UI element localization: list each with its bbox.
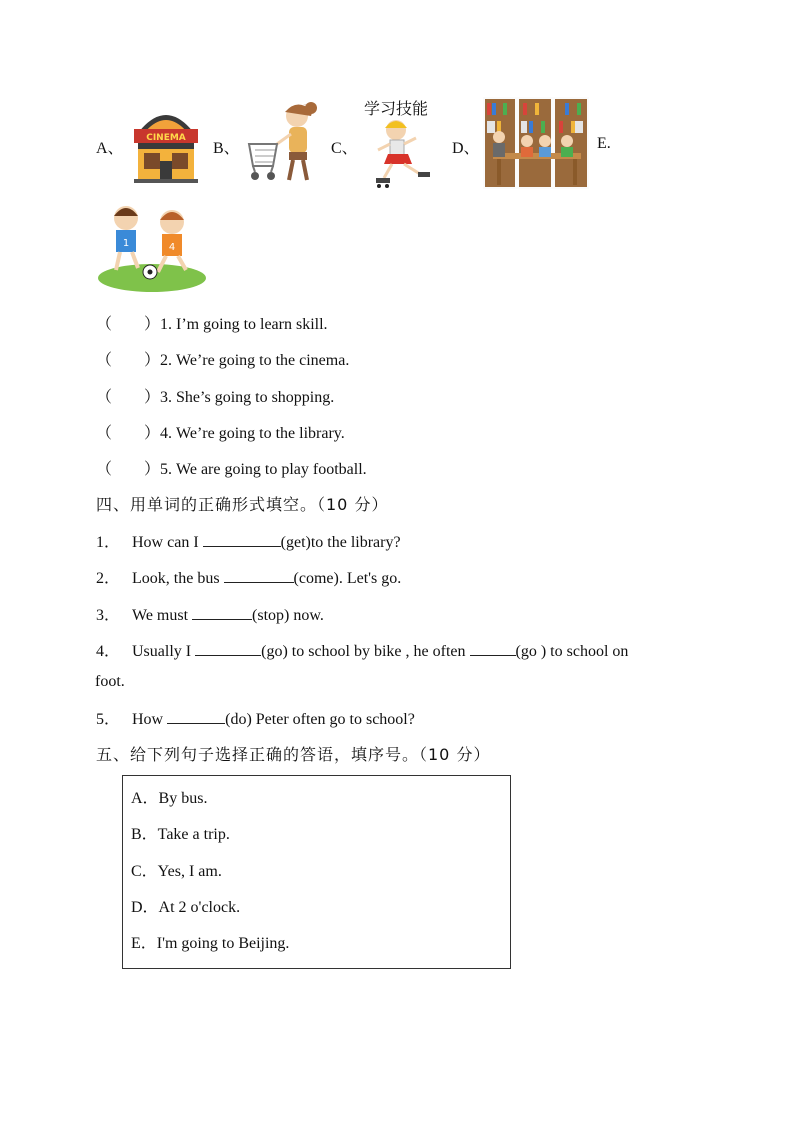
fill-item-4-wrap: foot. (95, 673, 125, 690)
item-number: 4． (96, 643, 121, 660)
svg-text:4: 4 (168, 242, 176, 253)
matching-item-5 (96, 456, 367, 479)
item-number: 3． (96, 607, 121, 624)
matching-item-4 (96, 420, 345, 443)
matching-text: 2. We’re going to the cinema. (160, 352, 350, 369)
item-text: (go) to school by bike , he often (261, 643, 470, 660)
skill-caption: 学习技能 (364, 99, 429, 118)
football-boys-image (96, 200, 210, 294)
item-text: (go ) to school on (515, 643, 629, 660)
fill-item-1 (96, 529, 401, 552)
option-e: E．I'm going to Beijing. (131, 935, 290, 952)
picture-label-c: C、 (331, 140, 358, 157)
answer-paren[interactable]: （ ） (96, 389, 161, 406)
item-text: (get)to the library? (280, 534, 401, 551)
option-c: C．Yes, I am. (131, 863, 222, 880)
item-text: How (132, 711, 168, 728)
matching-text: 4. We’re going to the library. (160, 425, 345, 442)
matching-text: 5. We are going to play football. (160, 461, 367, 478)
option-a: A．By bus. (131, 790, 208, 807)
fill-blank[interactable] (470, 641, 516, 656)
item-number: 2． (96, 570, 121, 587)
fill-item-4 (96, 638, 628, 661)
matching-text: 1. I’m going to learn skill. (160, 316, 328, 333)
fill-item-2 (96, 565, 401, 588)
item-number: 5． (96, 711, 121, 728)
item-text: (stop) now. (252, 607, 324, 624)
shopping-girl-image (245, 100, 321, 186)
cinema-image (130, 103, 202, 183)
section-4-title: 四、用单词的正确形式填空。（10 分） (96, 495, 389, 514)
fill-blank[interactable] (224, 568, 294, 583)
section-5-title: 五、给下列句子选择正确的答语，填序号。（10 分） (96, 745, 491, 764)
matching-item-2 (96, 347, 349, 370)
picture-label-a: A、 (96, 140, 124, 157)
option-b: B．Take a trip. (131, 826, 230, 843)
picture-label-e: E. (597, 135, 611, 152)
picture-label-b: B、 (213, 140, 240, 157)
item-text: (do) Peter often go to school? (225, 711, 415, 728)
fill-blank[interactable] (195, 641, 261, 656)
fill-blank[interactable] (192, 605, 252, 620)
item-text: We must (132, 607, 193, 624)
item-text: Look, the bus (132, 570, 224, 587)
matching-item-1 (96, 311, 328, 334)
answer-paren[interactable]: （ ） (96, 425, 161, 442)
answer-paren[interactable]: （ ） (96, 461, 161, 478)
svg-text:1: 1 (122, 238, 130, 249)
fill-blank[interactable] (203, 532, 281, 547)
item-text: (come). Let's go. (293, 570, 402, 587)
fill-blank[interactable] (167, 709, 225, 724)
cinema-sign-text: CINEMA (146, 133, 186, 143)
fill-item-5 (96, 706, 415, 729)
answer-options-box (122, 775, 511, 969)
item-text: Usually I (132, 643, 196, 660)
picture-label-d: D、 (452, 140, 480, 157)
option-d: D．At 2 o'clock. (131, 899, 241, 916)
library-image (483, 97, 589, 189)
fill-item-3 (96, 602, 324, 625)
answer-paren[interactable]: （ ） (96, 352, 161, 369)
skating-girl-image (372, 116, 434, 190)
item-text: How can I (132, 534, 203, 551)
answer-paren[interactable]: （ ） (96, 316, 161, 333)
matching-item-3 (96, 384, 334, 407)
item-number: 1． (96, 534, 121, 551)
matching-text: 3. She’s going to shopping. (160, 389, 335, 406)
